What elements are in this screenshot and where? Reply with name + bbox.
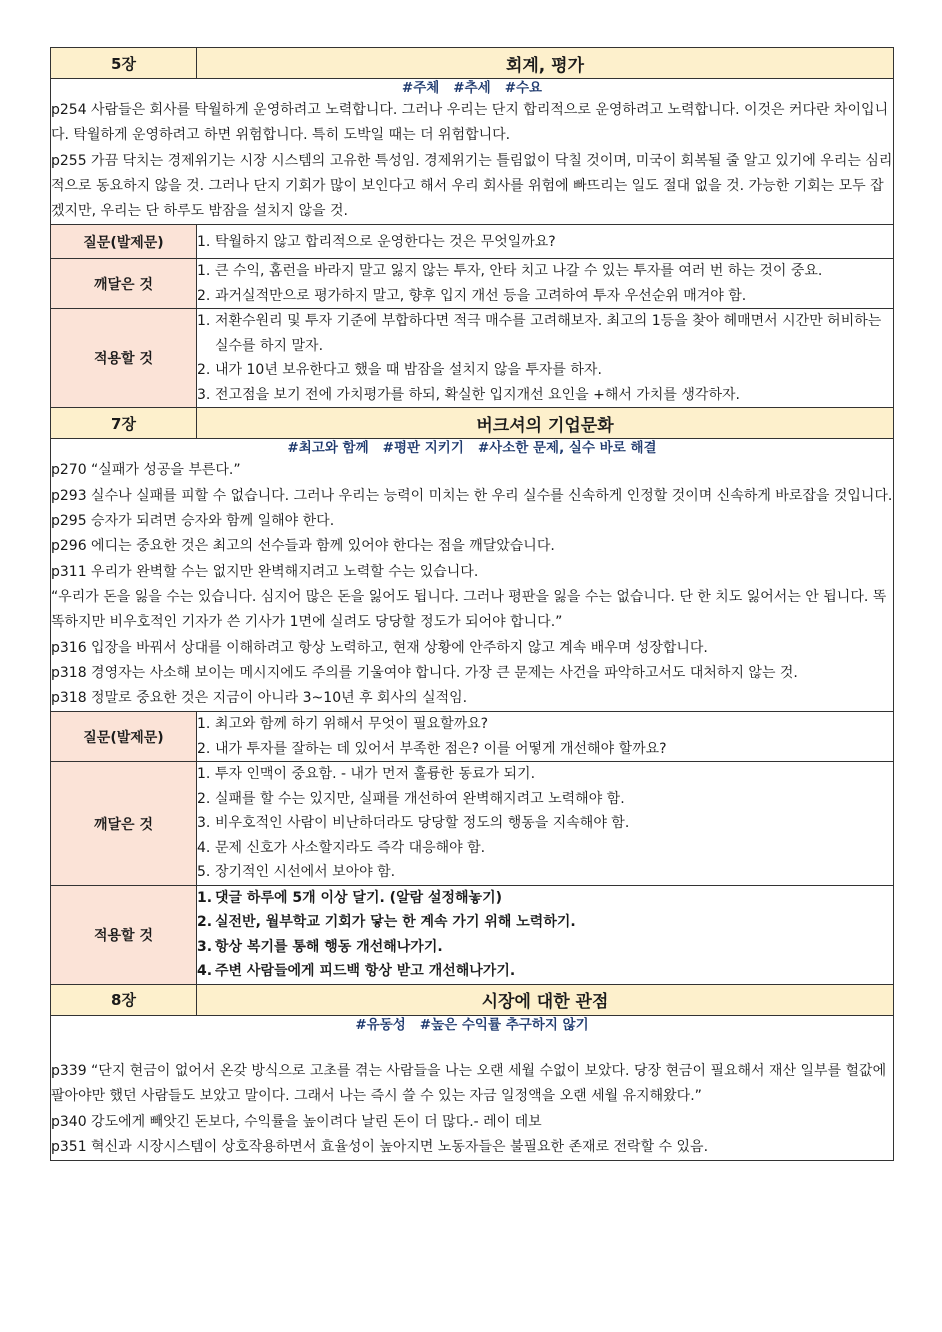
reading-notes-table bbox=[50, 47, 894, 1161]
blank-line bbox=[51, 1035, 893, 1059]
list-item: 3. 전고점을 보기 전에 가치평가를 하되, 확실한 입지개선 요인을 +해서 가치를 생각하자. bbox=[197, 383, 893, 408]
chapter-body-row bbox=[51, 439, 894, 712]
chapter-body bbox=[51, 439, 894, 712]
quote-paragraph: p270 “실패가 성공을 부른다.” bbox=[51, 462, 241, 479]
list-item: 1. 투자 인맥이 중요함. - 내가 먼저 훌륭한 동료가 되기. bbox=[197, 762, 893, 787]
quote-paragraph: p295 승자가 되려면 승자와 함께 일해야 한다. bbox=[51, 513, 335, 530]
list-item: 5. 장기적인 시선에서 보아야 함. bbox=[197, 860, 893, 885]
section-label: 적용할 것 bbox=[51, 885, 197, 984]
section-items bbox=[197, 712, 894, 762]
section-items bbox=[197, 225, 894, 259]
section-row bbox=[51, 762, 894, 886]
list-item: 2. 과거실적만으로 평가하지 말고, 향후 입지 개선 등을 고려하여 투자 우선순위 매겨야 함. bbox=[197, 284, 893, 309]
section-label: 질문(발제문) bbox=[51, 712, 197, 762]
list-item: 1. 탁월하지 않고 합리적으로 운영한다는 것은 무엇일까요? bbox=[197, 230, 893, 255]
list-item: 2. 내가 10년 보유한다고 했을 때 밤잠을 설치지 않을 투자를 하자. bbox=[197, 358, 893, 383]
item-number: 2. bbox=[197, 914, 213, 931]
item-number: 3. bbox=[197, 815, 211, 832]
item-number: 2. bbox=[197, 740, 211, 757]
section-items bbox=[197, 762, 894, 886]
item-number: 1. bbox=[197, 263, 211, 280]
item-number: 5. bbox=[197, 864, 211, 881]
list-item: 3. 항상 복기를 통해 행동 개선해나가기. bbox=[197, 935, 893, 960]
list-item: 4. 문제 신호가 사소할지라도 즉각 대응해야 함. bbox=[197, 836, 893, 861]
item-number: 2. bbox=[197, 790, 211, 807]
section-label: 적용할 것 bbox=[51, 309, 197, 408]
hashtag: #유동성 bbox=[355, 1016, 406, 1033]
quote-paragraph: p318 경영자는 사소해 보이는 메시지에도 주의를 기울여야 합니다. 가장 큰 문제는 사건을 파악하고서도 대처하지 않는 것. bbox=[51, 664, 798, 681]
chapter-body-row bbox=[51, 79, 894, 225]
hashtag: #사소한 문제, 실수 바로 해결 bbox=[477, 440, 657, 457]
chapter-number: 5장 bbox=[51, 48, 197, 79]
quote-paragraph: p254 사람들은 회사를 탁월하게 운영하려고 노력합니다. 그러나 우리는 단지 합리적으로 운영하려고 노력합니다. 이것은 커다란 차이입니다. 탁월하게 운영하려고 하면 위험합니다. 특히 도박일 때는 더 위험합니다. bbox=[51, 102, 889, 144]
hashtags bbox=[51, 1016, 893, 1035]
hashtag: #평판 지키기 bbox=[382, 440, 464, 457]
section-items bbox=[197, 259, 894, 309]
chapter-body-row bbox=[51, 1015, 894, 1160]
section-label: 질문(발제문) bbox=[51, 225, 197, 259]
section-label: 깨달은 것 bbox=[51, 762, 197, 886]
hashtags bbox=[51, 79, 893, 98]
item-number: 3. bbox=[197, 386, 211, 403]
quote-paragraph: “우리가 돈을 잃을 수는 있습니다. 심지어 많은 돈을 잃어도 됩니다. 그러나 평판을 잃을 수는 없습니다. 단 한 치도 잃어서는 안 됩니다. 똑똑하지만 비우호적인 기자가 쓴 기사가 1면에 실려도 당당할 정도가 되어야 합니다.” bbox=[51, 588, 887, 631]
item-number: 1. bbox=[197, 313, 211, 330]
section-row bbox=[51, 309, 894, 408]
chapter-title: 시장에 대한 관점 bbox=[197, 984, 894, 1015]
quote-paragraph: p318 정말로 중요한 것은 지금이 아니라 3~10년 후 회사의 실적임. bbox=[51, 690, 468, 707]
list-item: 1. 저환수원리 및 투자 기준에 부합하다면 적극 매수를 고려해보자. 최고의 1등을 찾아 헤매면서 시간만 허비하는 실수를 하지 말자. bbox=[197, 309, 893, 358]
list-item: 2. 실전반, 월부학교 기회가 닿는 한 계속 가기 위해 노력하기. bbox=[197, 910, 893, 935]
chapter-number: 8장 bbox=[51, 984, 197, 1015]
item-number: 2. bbox=[197, 362, 211, 379]
section-items bbox=[197, 309, 894, 408]
list-item: 1. 최고와 함께 하기 위해서 무엇이 필요할까요? bbox=[197, 712, 893, 737]
section-label: 깨달은 것 bbox=[51, 259, 197, 309]
quote-paragraph: p351 혁신과 시장시스템이 상호작용하면서 효율성이 높아지면 노동자들은 불필요한 존재로 전락할 수 있음. bbox=[51, 1138, 709, 1155]
hashtag: #최고와 함께 bbox=[287, 440, 369, 457]
section-row bbox=[51, 225, 894, 259]
list-item: 1. 댓글 하루에 5개 이상 달기. (알람 설정해놓기) bbox=[197, 886, 893, 911]
chapter-header-row bbox=[51, 408, 894, 439]
chapter-header-row bbox=[51, 48, 894, 79]
item-number: 4. bbox=[197, 963, 213, 980]
list-item: 3. 비우호적인 사람이 비난하더라도 당당할 정도의 행동을 지속해야 함. bbox=[197, 811, 893, 836]
quote-paragraph: p293 실수나 실패를 피할 수 없습니다. 그러나 우리는 능력이 미치는 한 우리 실수를 신속하게 인정할 것이며 신속하게 바로잡을 것입니다. bbox=[51, 487, 893, 504]
chapter-body bbox=[51, 1015, 894, 1160]
chapter-title: 회계, 평가 bbox=[197, 48, 894, 79]
hashtag: #수요 bbox=[504, 80, 543, 96]
quote-paragraph: p296 에디는 중요한 것은 최고의 선수들과 함께 있어야 한다는 점을 깨달았습니다. bbox=[51, 538, 555, 555]
item-number: 1. bbox=[197, 766, 211, 783]
hashtag: #높은 수익률 추구하지 않기 bbox=[419, 1016, 589, 1033]
item-number: 1. bbox=[197, 716, 211, 733]
section-row bbox=[51, 712, 894, 762]
section-row bbox=[51, 885, 894, 984]
hashtags bbox=[51, 439, 893, 458]
quote-paragraph: p316 입장을 바꿔서 상대를 이해하려고 항상 노력하고, 현재 상황에 안주하지 않고 계속 배우며 성장합니다. bbox=[51, 639, 708, 656]
list-item: 1. 큰 수익, 홈런을 바라지 말고 잃지 않는 투자, 안타 치고 나갈 수 있는 투자를 여러 번 하는 것이 중요. bbox=[197, 259, 893, 284]
item-number: 4. bbox=[197, 839, 211, 856]
item-number: 1. bbox=[197, 889, 213, 906]
item-number: 1. bbox=[197, 233, 211, 250]
chapter-body bbox=[51, 79, 894, 225]
section-items bbox=[197, 885, 894, 984]
hashtag: #추세 bbox=[453, 80, 491, 96]
chapter-header-row bbox=[51, 984, 894, 1015]
quote-paragraph: p339 “단지 현금이 없어서 온갖 방식으로 고초를 겪는 사람들을 나는 오랜 세월 수없이 보았다. 당장 현금이 필요해서 재산 일부를 헐값에 팔아야만 했던 사람들도 보았고 말이다. 그래서 나는 즉시 쓸 수 있는 자금 일정액을 오랜 세월 유지해왔다.” bbox=[51, 1062, 887, 1105]
item-number: 2. bbox=[197, 287, 211, 304]
quote-paragraph: p311 우리가 완벽할 수는 없지만 완벽해지려고 노력할 수는 있습니다. bbox=[51, 563, 479, 580]
section-row bbox=[51, 259, 894, 309]
quote-paragraph: p340 강도에게 빼앗긴 돈보다, 수익률을 높이려다 날린 돈이 더 많다.- 레이 데보 bbox=[51, 1113, 542, 1130]
list-item: 2. 내가 투자를 잘하는 데 있어서 부족한 점은? 이를 어떻게 개선해야 할까요? bbox=[197, 737, 893, 762]
chapter-title: 버크셔의 기업문화 bbox=[197, 408, 894, 439]
list-item: 4. 주변 사람들에게 피드백 항상 받고 개선해나가기. bbox=[197, 959, 893, 984]
item-number: 3. bbox=[197, 938, 213, 955]
chapter-number: 7장 bbox=[51, 408, 197, 439]
list-item: 2. 실패를 할 수는 있지만, 실패를 개선하여 완벽해지려고 노력해야 함. bbox=[197, 787, 893, 812]
hashtag: #주체 bbox=[401, 80, 440, 96]
quote-paragraph: p255 가끔 닥치는 경제위기는 시장 시스템의 고유한 특성임. 경제위기는 틀림없이 닥칠 것이며, 미국이 회복될 줄 알고 있기에 우리는 심리적으로 동요하지 않을 것. 그러나 단지 기회가 많이 보인다고 해서 우리 회사를 위험에 빠뜨리는 일도 절대 없을 것. 가능한 기회는 모두 잡겠지만, 우리는 단 하루도 밤잠을 설치지 않을 것. bbox=[51, 152, 893, 220]
